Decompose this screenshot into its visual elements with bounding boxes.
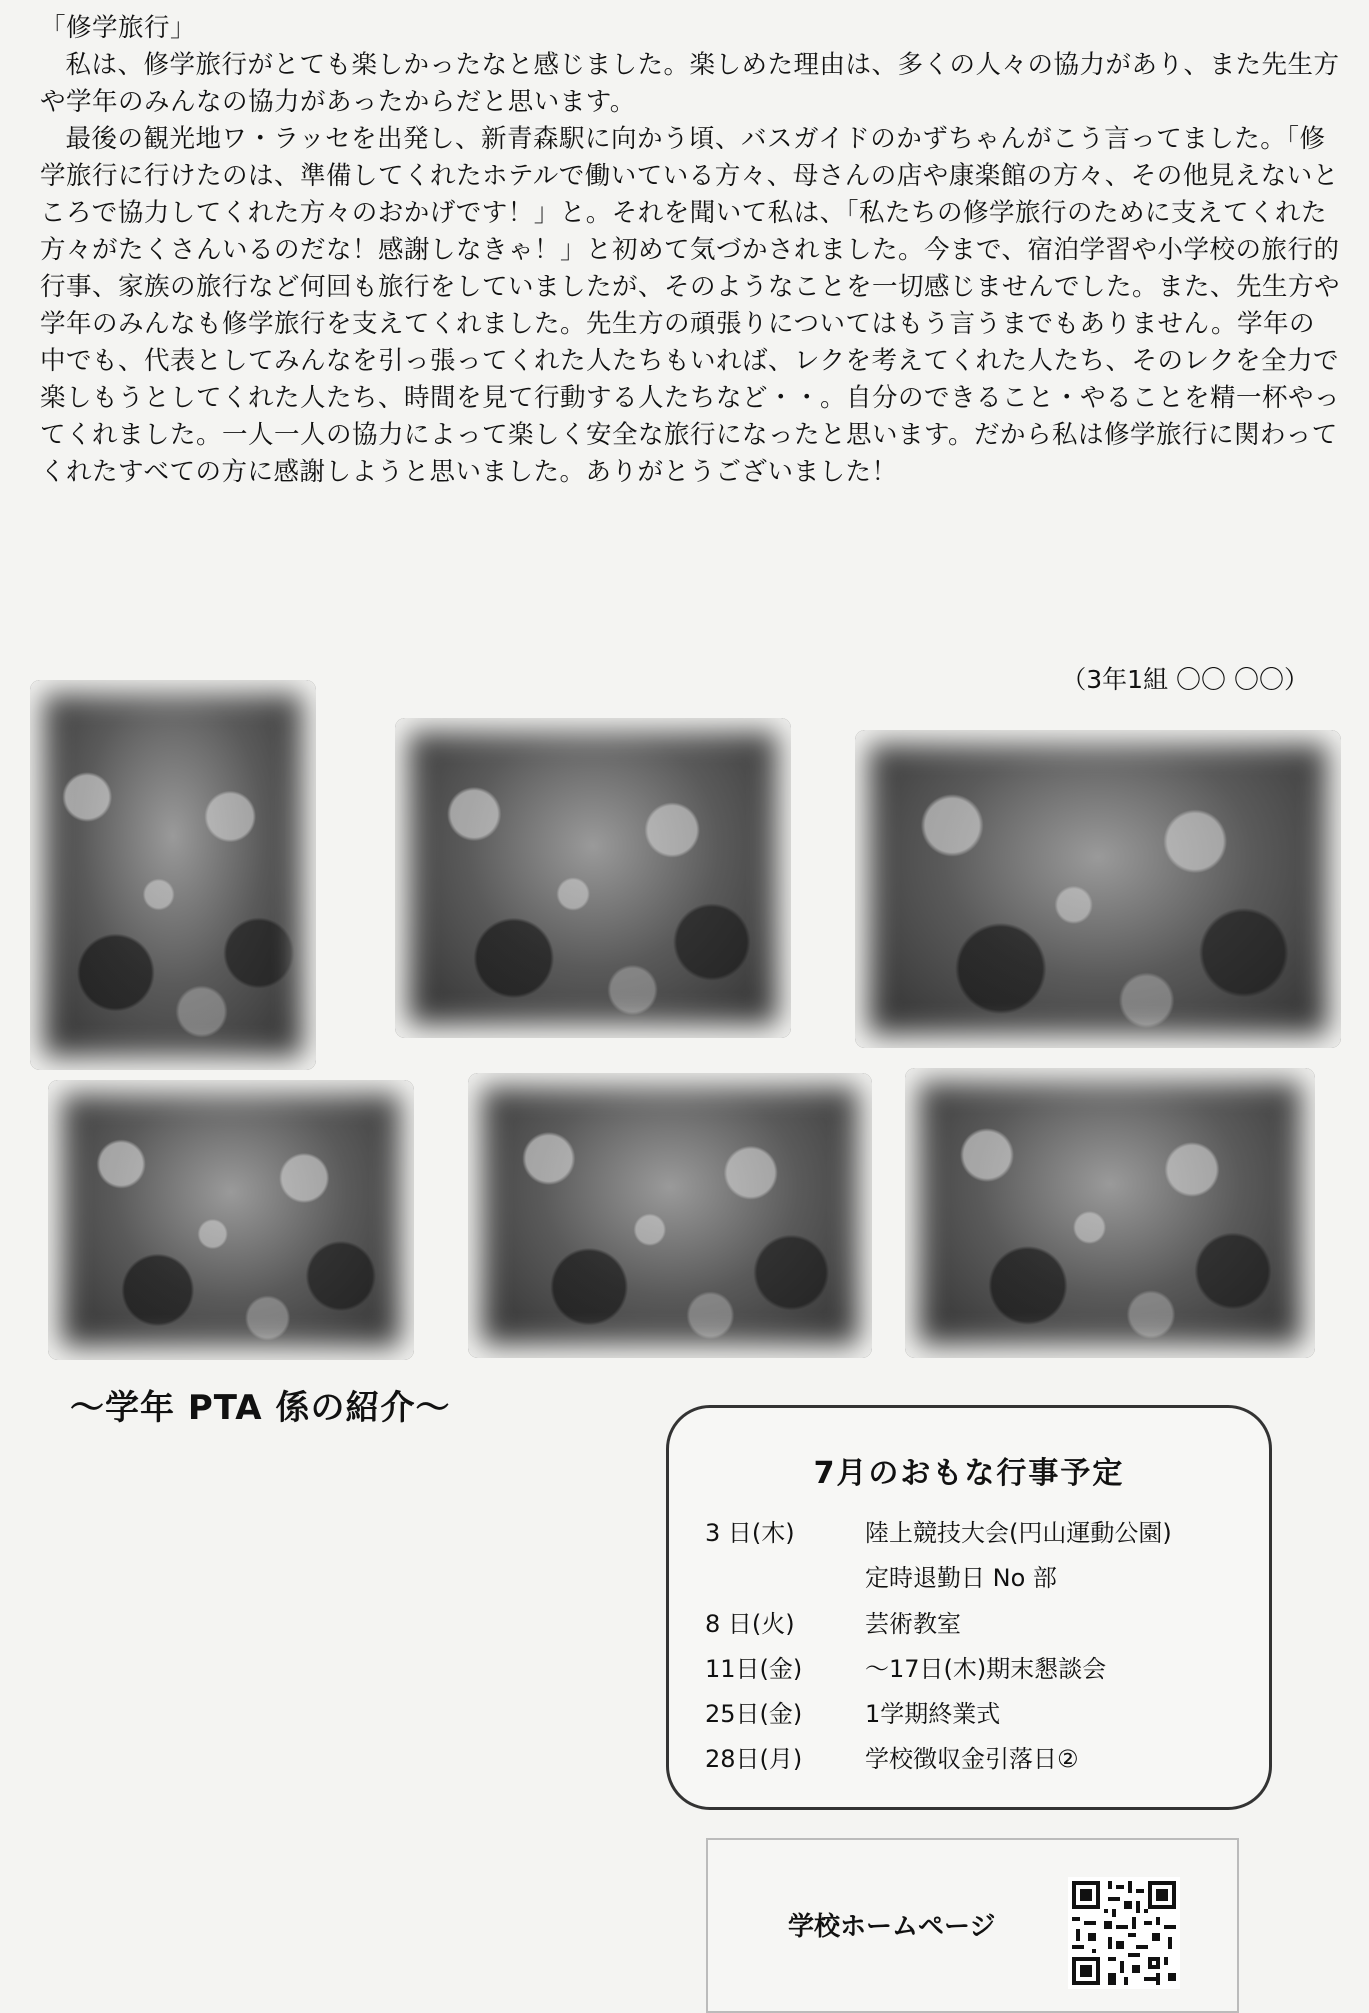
photo-cooking bbox=[30, 680, 316, 1070]
schedule-date: 25日(金) bbox=[705, 1700, 803, 1728]
schedule-date: 3 日(木) bbox=[705, 1519, 795, 1547]
essay-paragraph: 私は、修学旅行がとても楽しかったなと感じました。楽しめた理由は、多くの人々の協力があり、また先生方や学年のみんなの協力があったからだと思います。 bbox=[40, 50, 1340, 117]
homepage-box bbox=[706, 1838, 1239, 2013]
schedule-row bbox=[705, 1558, 1057, 1593]
schedule-box bbox=[666, 1405, 1272, 1810]
schedule-date: 8 日(火) bbox=[705, 1610, 795, 1638]
qr-code-icon[interactable] bbox=[1068, 1877, 1180, 1989]
schedule-row bbox=[705, 1694, 1000, 1729]
schedule-date: 28日(月) bbox=[705, 1745, 803, 1773]
schedule-event: 1学期終業式 bbox=[865, 1700, 1001, 1728]
schedule-row bbox=[705, 1739, 1079, 1774]
schedule-row bbox=[705, 1649, 1106, 1684]
schedule-event: 学校徴収金引落日② bbox=[865, 1745, 1079, 1773]
photo-dance-festival bbox=[468, 1073, 872, 1358]
schedule-event: 定時退勤日 No 部 bbox=[865, 1564, 1057, 1592]
schedule-event: ～17日(木)期末懇談会 bbox=[865, 1655, 1107, 1683]
photo-dining-hall bbox=[855, 730, 1341, 1048]
essay bbox=[40, 10, 1340, 491]
pta-heading: ～学年 PTA 係の紹介～ bbox=[70, 1388, 451, 1428]
essay-paragraph: 最後の観光地ワ・ラッセを出発し、新青森駅に向かう頃、バスガイドのかずちゃんがこう言ってました。「修学旅行に行けたのは、準備してくれたホテルで働いている方々、母さんの店や康楽館の方々、その他見えないところで協力してくれた方々のおかげです！」と。それを聞いて私は、「私たちの修学旅行のために支えてくれた方々がたくさんいるのだな！感謝しなきゃ！」と初めて気づかされました。今まで、宿泊学習や小学校の旅行的行事、家族の旅行など何回も旅行をしていましたが、そのようなことを一切感じませんでした。また、先生方や学年のみんなも修学旅行を支えてくれました。先生方の頑張りについてはもう言うまでもありません。学年の中でも、代表としてみんなを引っ張ってくれた人たちもいれば、レクを考えてくれた人たち、そのレクを全力で楽しもうとしてくれた人たち、時間を見て行動する人たちなど・・。自分のできること・やることを精一杯やってくれました。一人一人の協力によって楽しく安全な旅行になったと思います。だから私は修学旅行に関わってくれたすべての方に感謝しようと思いました。ありがとうございました！ bbox=[40, 124, 1341, 487]
photo-stage-group bbox=[48, 1080, 414, 1360]
photo-hall-crowd bbox=[905, 1068, 1315, 1358]
qr-code-graphic bbox=[1068, 1877, 1180, 1989]
homepage-label: 学校ホームページ bbox=[788, 1912, 996, 1942]
essay-author: （3年1組 〇〇 〇〇） bbox=[1061, 665, 1309, 694]
schedule-date: 11日(金) bbox=[705, 1655, 803, 1683]
schedule-event: 芸術教室 bbox=[865, 1610, 961, 1638]
essay-title: 「修学旅行」 bbox=[40, 13, 197, 43]
schedule-title: 7月のおもな行事予定 bbox=[813, 1456, 1125, 1491]
schedule-event: 陸上競技大会(円山運動公園) bbox=[865, 1519, 1172, 1547]
photo-bus-group bbox=[395, 718, 791, 1038]
schedule-row bbox=[705, 1604, 961, 1639]
schedule-row bbox=[705, 1513, 1172, 1548]
